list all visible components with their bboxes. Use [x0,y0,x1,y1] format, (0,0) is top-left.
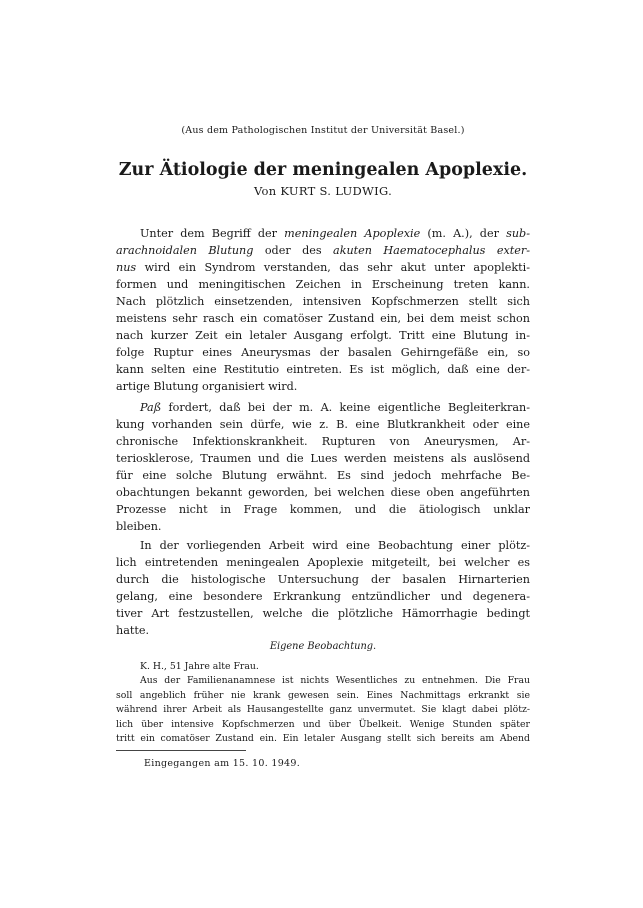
text-line [116,276,530,293]
text-segment: lich eintretenden meningealen Apoplexie mitgeteilt, bei welcher es [116,556,530,570]
text-line [116,467,530,484]
text-segment: für eine solche Blutung erwähnt. Es sind jedoch mehrfache Be- [116,469,530,483]
affiliation-line: (Aus dem Pathologischen Institut der Universität Basel.) [181,125,465,136]
article-page [116,0,530,908]
text-line [116,554,530,571]
footnote-rule [116,750,246,751]
case-report-text [116,660,530,746]
text-segment: (m. A.), der [420,227,507,240]
text-line [116,259,530,276]
case-text-line: K. H., 51 Jahre alte Frau. [140,661,259,672]
text-segment: nach kurzer Zeit ein letaler Ausgang erfolgt. Tritt eine Blutung in- [116,329,530,343]
italic-term: sub- [506,227,530,240]
text-line [116,242,530,259]
text-segment: fordert, daß bei der m. A. keine eigentliche Begleiterkran- [161,401,530,414]
text-line [116,571,530,588]
text-line [116,588,530,605]
text-segment: In der vorliegenden Arbeit wird eine Beobachtung einer plötz- [140,539,530,552]
text-segment: teriosklerose, Traumen und die Lues werden meistens als auslösend [116,452,530,466]
text-line [116,605,530,622]
text-line [116,484,530,501]
text-segment: kann selten eine Restitutio eintreten. Es ist möglich, daß eine der- [116,363,530,377]
text-line [116,310,530,327]
text-segment: hatte. [116,624,150,638]
italic-term: meningealen Apoplexie [284,227,421,240]
italic-term: akuten Haematocephalus exter- [333,244,531,258]
text-line [116,622,530,639]
text-line [116,378,530,395]
text-line [116,361,530,378]
case-text-line: Aus der Familienanamnese ist nichts Wesentliches zu entnehmen. Die Frau [140,675,530,687]
text-segment: Nach plötzlich einsetzenden, intensiven Kopfschmerzen stellt sich [116,295,530,309]
text-line [116,433,530,450]
text-segment: artige Blutung organisiert wird. [116,380,298,394]
paragraph-present-work [116,537,530,639]
text-line [116,537,530,554]
case-text-line: soll angeblich früher nie krank gewesen sein. Eines Nachmittags erkrankt sie [116,689,530,701]
text-segment: chronische Infektionskrankheit. Rupturen von Aneurysmen, Ar- [116,435,530,449]
article-title: Zur Ätiologie der meningealen Apoplexie. [118,160,528,180]
text-segment: Unter dem Begriff der [140,227,285,240]
text-line [116,450,530,467]
text-line [116,327,530,344]
text-segment: obachtungen bekannt geworden, bei welchen diese oben angeführten [116,486,530,500]
text-segment: kung vorhanden sein dürfe, wie z. B. eine Blutkrankheit oder eine [116,418,530,432]
text-segment: folge Ruptur eines Aneurysmas der basalen Gehirngefäße ein, so [116,346,530,360]
text-line [116,293,530,310]
author-line: Von KURT S. LUDWIG. [253,184,393,198]
received-date-footnote: Eingegangen am 15. 10. 1949. [144,758,301,769]
case-heading: Eigene Beobachtung. [269,641,377,652]
text-segment: bleiben. [116,520,162,534]
text-segment: Prozesse nicht in Frage kommen, und die ätiologisch unklar [116,503,530,517]
paragraph-introduction [116,225,530,395]
text-line [116,416,530,433]
italic-term: nus [116,261,137,275]
text-line [116,399,530,416]
text-line [116,501,530,518]
text-segment: meistens sehr rasch ein comatöser Zustand ein, bei dem meist schon [116,312,530,326]
text-segment: tiver Art festzustellen, welche die plötzliche Hämorrhagie bedingt [116,607,530,621]
case-text-line: während ihrer Arbeit als Hausangestellte ganz unvermutet. Sie klagt dabei plötz- [116,704,530,716]
text-line [116,518,530,535]
paragraph-pass-criteria [116,399,530,535]
case-text-line: lich über intensive Kopfschmerzen und über Übelkeit. Wenige Stunden später [116,718,530,730]
text-segment: durch die histologische Untersuchung der basalen Hirnarterien [116,573,530,587]
italic-term: Paß [140,401,162,414]
case-text-line: tritt ein comatöser Zustand ein. Ein letaler Ausgang stellt sich bereits am Abend [116,732,530,744]
text-line [116,225,530,242]
text-segment: formen und meningitischen Zeichen in Erscheinung treten kann. [116,278,530,292]
text-line [116,344,530,361]
text-segment: wird ein Syndrom verstanden, das sehr akut unter apoplekti- [136,261,530,275]
italic-term: arachnoidalen Blutung [116,244,254,258]
text-segment: gelang, eine besondere Erkrankung entzündlicher und degenera- [116,590,530,604]
text-segment: oder des [253,244,334,258]
